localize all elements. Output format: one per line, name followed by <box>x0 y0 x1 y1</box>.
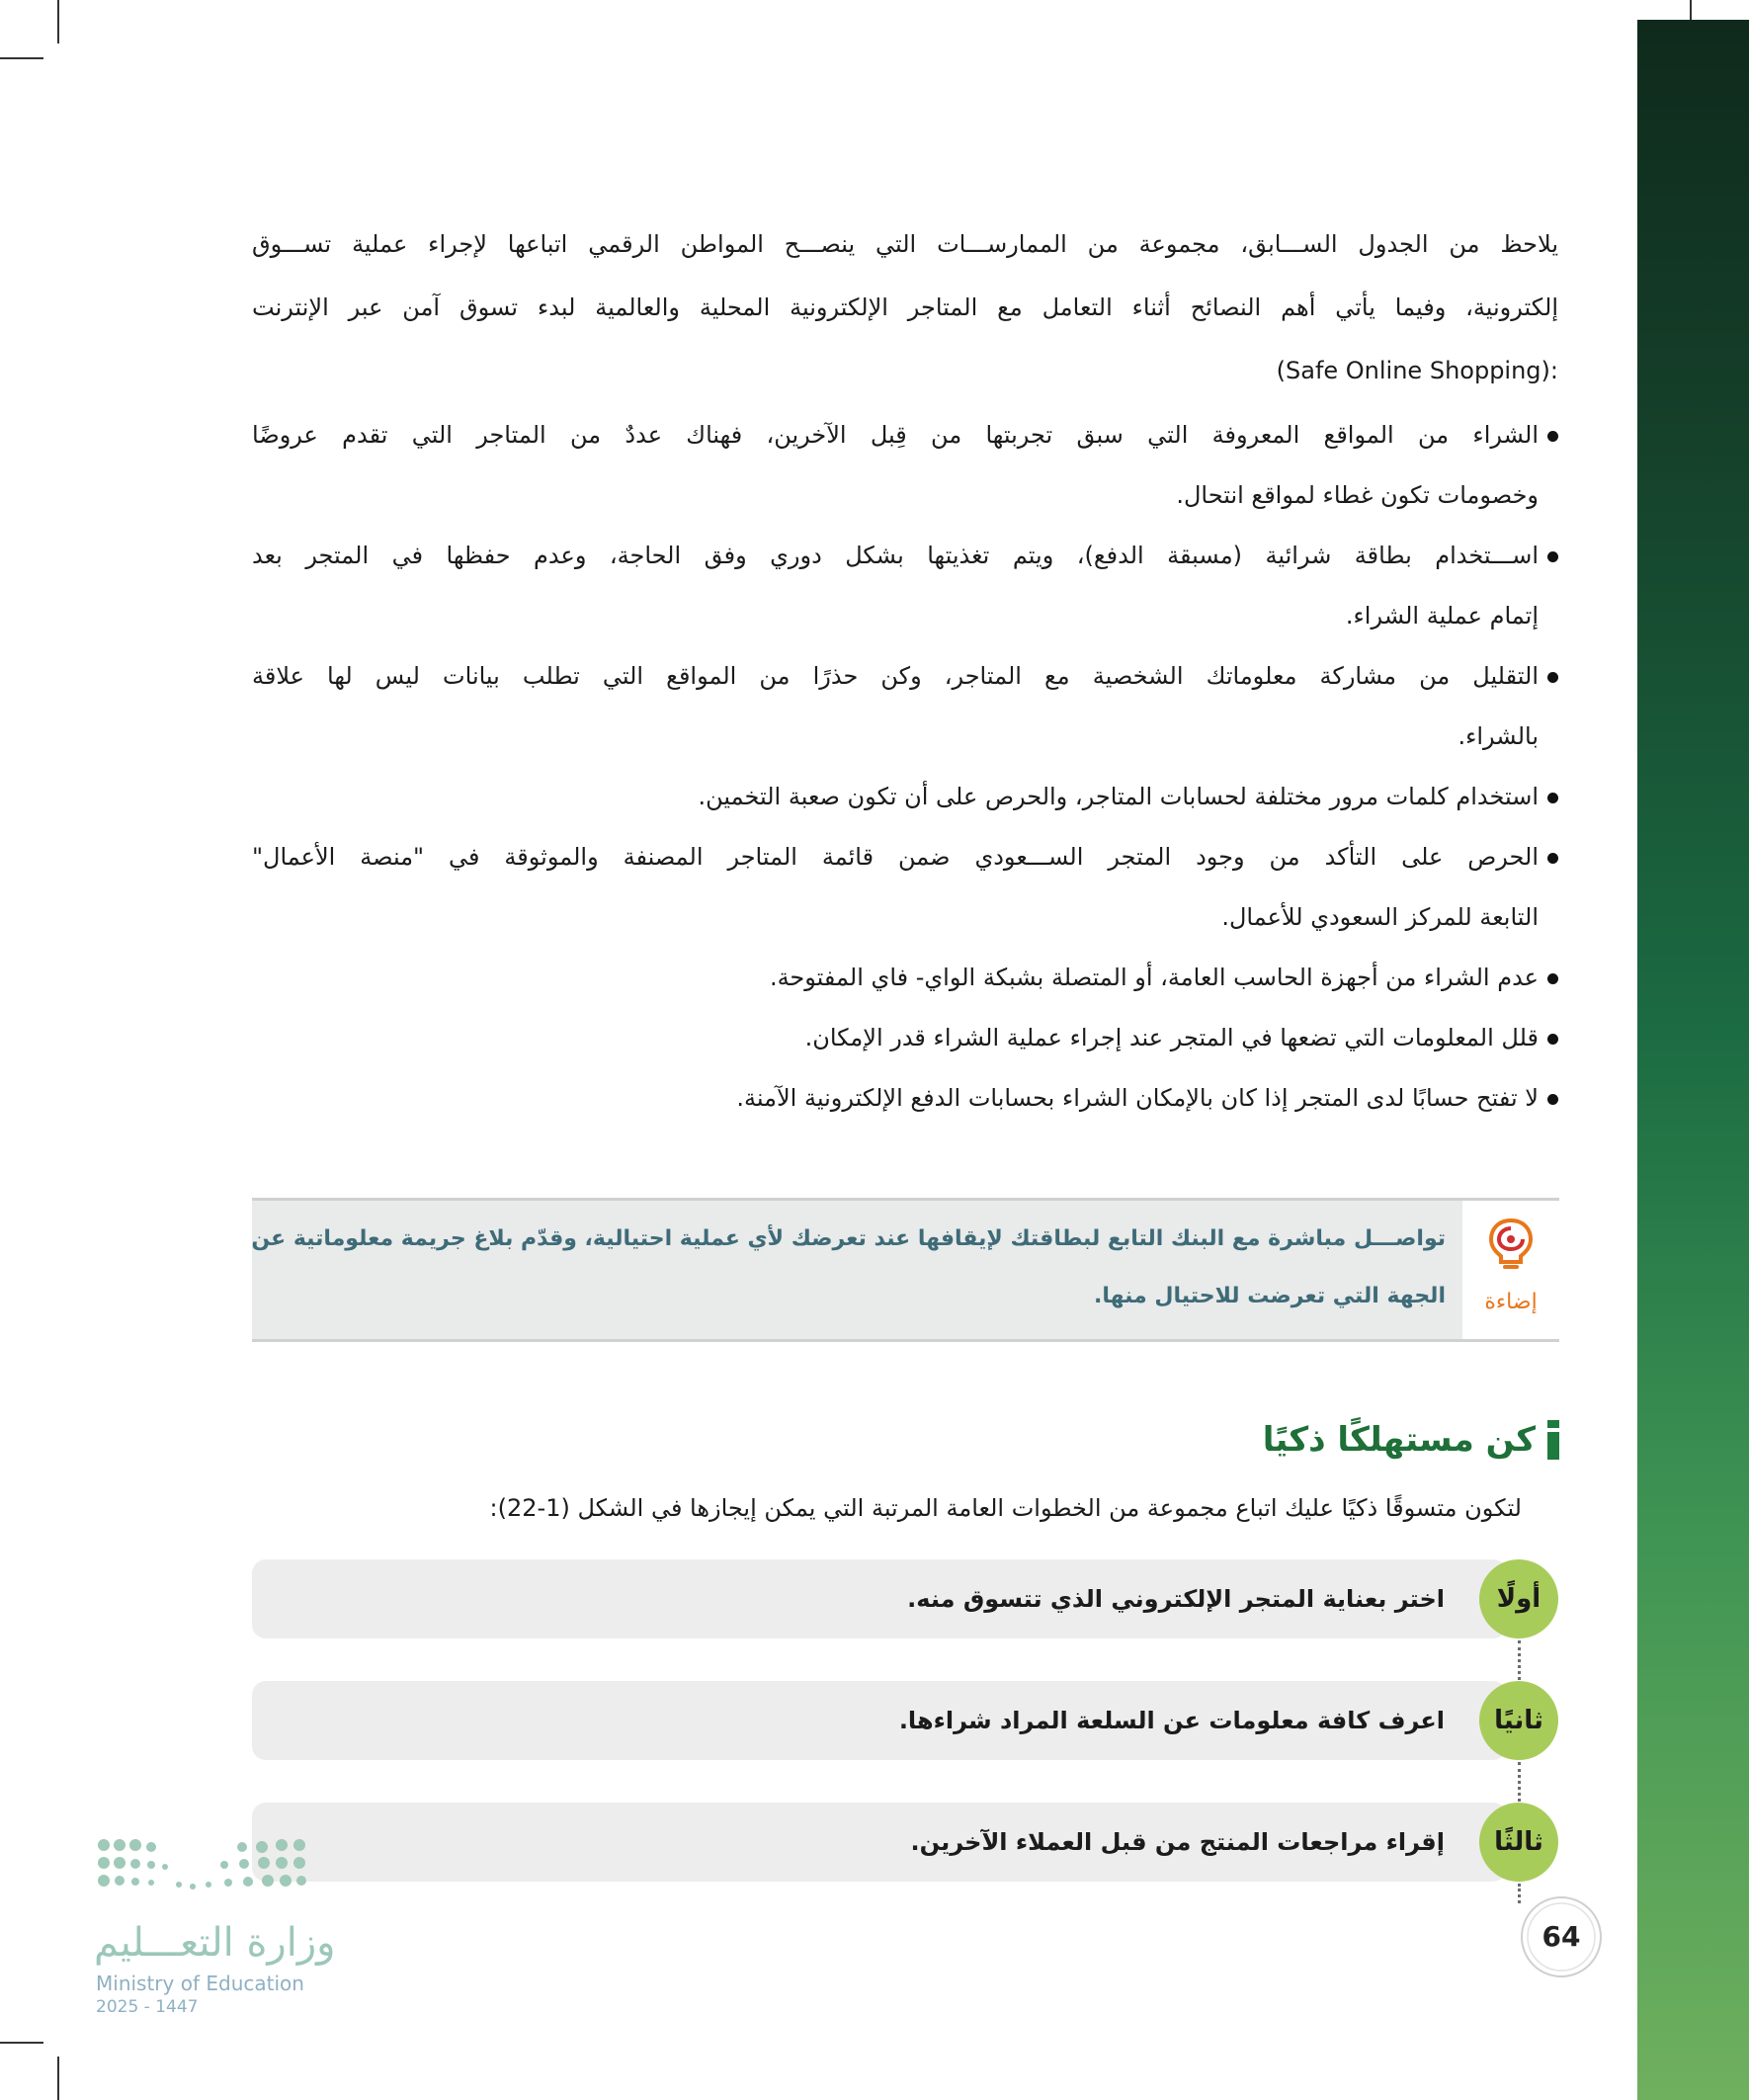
intro-paragraph <box>252 212 1558 402</box>
step-connector <box>1518 1762 1524 1802</box>
bullet-icon <box>1547 672 1558 683</box>
tip-label: إضاءة <box>1484 1290 1538 1314</box>
list-item <box>252 646 1558 767</box>
list-item <box>252 827 1558 948</box>
ministry-name-english: Ministry of Education <box>96 1972 304 1995</box>
tip-line: تواصـــل مباشرة مع البنك التابع لبطاقتك لإيقافها عند تعرضك لأي عملية احتيالية، وقدّم بلاغ جريمة معلوماتية عن <box>251 1226 1446 1251</box>
section-intro: لتكون متسوقًا ذكيًا عليك اتباع مجموعة من الخطوات العامة المرتبة التي يمكن إيجازها في الشكل (1-22): <box>489 1494 1522 1522</box>
bullet-icon <box>1547 1034 1558 1045</box>
ministry-logo <box>94 1833 336 2031</box>
step-badge: ثانيًا <box>1479 1681 1558 1760</box>
bullet-icon <box>1547 431 1558 442</box>
bullet-line: الحرص على التأكد من وجود المتجر الســـعودي ضمن قائمة المتاجر المصنفة والموثوقة في "منصة الأعمال" <box>252 843 1539 871</box>
bullet-icon <box>1547 793 1558 803</box>
step-text: اعرف كافة معلومات عن السلعة المراد شراءها. <box>898 1707 1445 1734</box>
crop-mark <box>57 0 59 43</box>
section-heading <box>1263 1420 1559 1460</box>
crop-mark <box>0 57 43 59</box>
bullet-icon <box>1547 551 1558 562</box>
crop-mark <box>57 2057 59 2100</box>
step-badge: ثالثًا <box>1479 1803 1558 1882</box>
paragraph-line: :(Safe Online Shopping) <box>1276 357 1558 384</box>
list-item <box>252 405 1558 526</box>
tip-icon-column <box>1462 1201 1559 1339</box>
list-item <box>252 1008 1558 1068</box>
ministry-dots-icon <box>94 1833 311 1912</box>
bullet-icon <box>1547 973 1558 984</box>
ministry-name-arabic: وزارة التعـــليم <box>94 1920 336 1966</box>
bullet-icon <box>1547 853 1558 864</box>
section-title: كن مستهلكًا ذكيًا <box>1262 1420 1536 1460</box>
bullet-line: عدم الشراء من أجهزة الحاسب العامة، أو المتصلة بشبكة الواي- فاي المفتوحة. <box>769 964 1539 991</box>
page-number-text: 64 <box>1541 1920 1581 1953</box>
ministry-year: 2025 - 1447 <box>96 1997 199 2017</box>
list-item <box>252 1068 1558 1129</box>
paragraph-line: إلكترونية، وفيما يأتي أهم النصائح أثناء التعامل مع المتاجر الإلكترونية المحلية والعالمية لبدء تسوق آمن عبر الإنترنت <box>252 294 1558 321</box>
bullet-line: بالشراء. <box>1458 722 1539 750</box>
bullet-line: قلل المعلومات التي تضعها في المتجر عند إجراء عملية الشراء قدر الإمكان. <box>804 1024 1539 1051</box>
step-item <box>252 1681 1558 1760</box>
tip-line: الجهة التي تعرضت للاحتيال منها. <box>1094 1284 1446 1308</box>
heading-marker-icon <box>1547 1420 1559 1460</box>
bullet-line: وخصومات تكون غطاء لمواقع انتحال. <box>1176 481 1539 509</box>
bullet-line: التابعة للمركز السعودي للأعمال. <box>1221 903 1539 931</box>
step-badge: أولًا <box>1479 1559 1558 1638</box>
bullet-line: الشراء من المواقع المعروفة التي سبق تجربتها من قِبل الآخرين، فهناك عددٌ من المتاجر التي تقدم عروضًا <box>252 421 1539 449</box>
bullet-icon <box>1547 1094 1558 1105</box>
page-number <box>1519 1894 1604 1979</box>
step-item <box>252 1559 1558 1638</box>
bullet-line: استخدام كلمات مرور مختلفة لحسابات المتاجر، والحرص على أن تكون صعبة التخمين. <box>698 783 1539 810</box>
list-item <box>252 948 1558 1008</box>
step-text: اختر بعناية المتجر الإلكتروني الذي تتسوق منه. <box>907 1585 1445 1613</box>
list-item <box>252 767 1558 827</box>
bullet-line: إتمام عملية الشراء. <box>1345 602 1539 630</box>
tips-bullet-list <box>252 405 1558 1129</box>
lightbulb-icon <box>1486 1217 1536 1274</box>
bullet-line: اســـتخدام بطاقة شرائية (مسبقة الدفع)، ويتم تغذيتها بشكل دوري وفق الحاجة، وعدم حفظها في المتجر بعد <box>252 542 1539 569</box>
paragraph-line: يلاحظ من الجدول الســـابق، مجموعة من الممارســـات التي ينصـــح المواطن الرقمي اتباعها لإجراء عملية تســـوق <box>252 230 1558 258</box>
bullet-line: لا تفتح حسابًا لدى المتجر إذا كان بالإمكان الشراء بحسابات الدفع الإلكترونية الآمنة. <box>736 1084 1539 1112</box>
step-connector <box>1518 1640 1524 1680</box>
crop-mark <box>0 2042 43 2044</box>
bullet-line: التقليل من مشاركة معلوماتك الشخصية مع المتاجر، وكن حذرًا من المواقع التي تطلب بيانات ليس لها علاقة <box>252 662 1539 690</box>
step-item <box>252 1803 1558 1882</box>
tip-text <box>251 1211 1446 1325</box>
tip-box <box>252 1198 1559 1342</box>
side-decoration-bar <box>1637 20 1749 2100</box>
list-item <box>252 526 1558 646</box>
step-text: إقراء مراجعات المنتج من قبل العملاء الآخرين. <box>910 1828 1445 1856</box>
